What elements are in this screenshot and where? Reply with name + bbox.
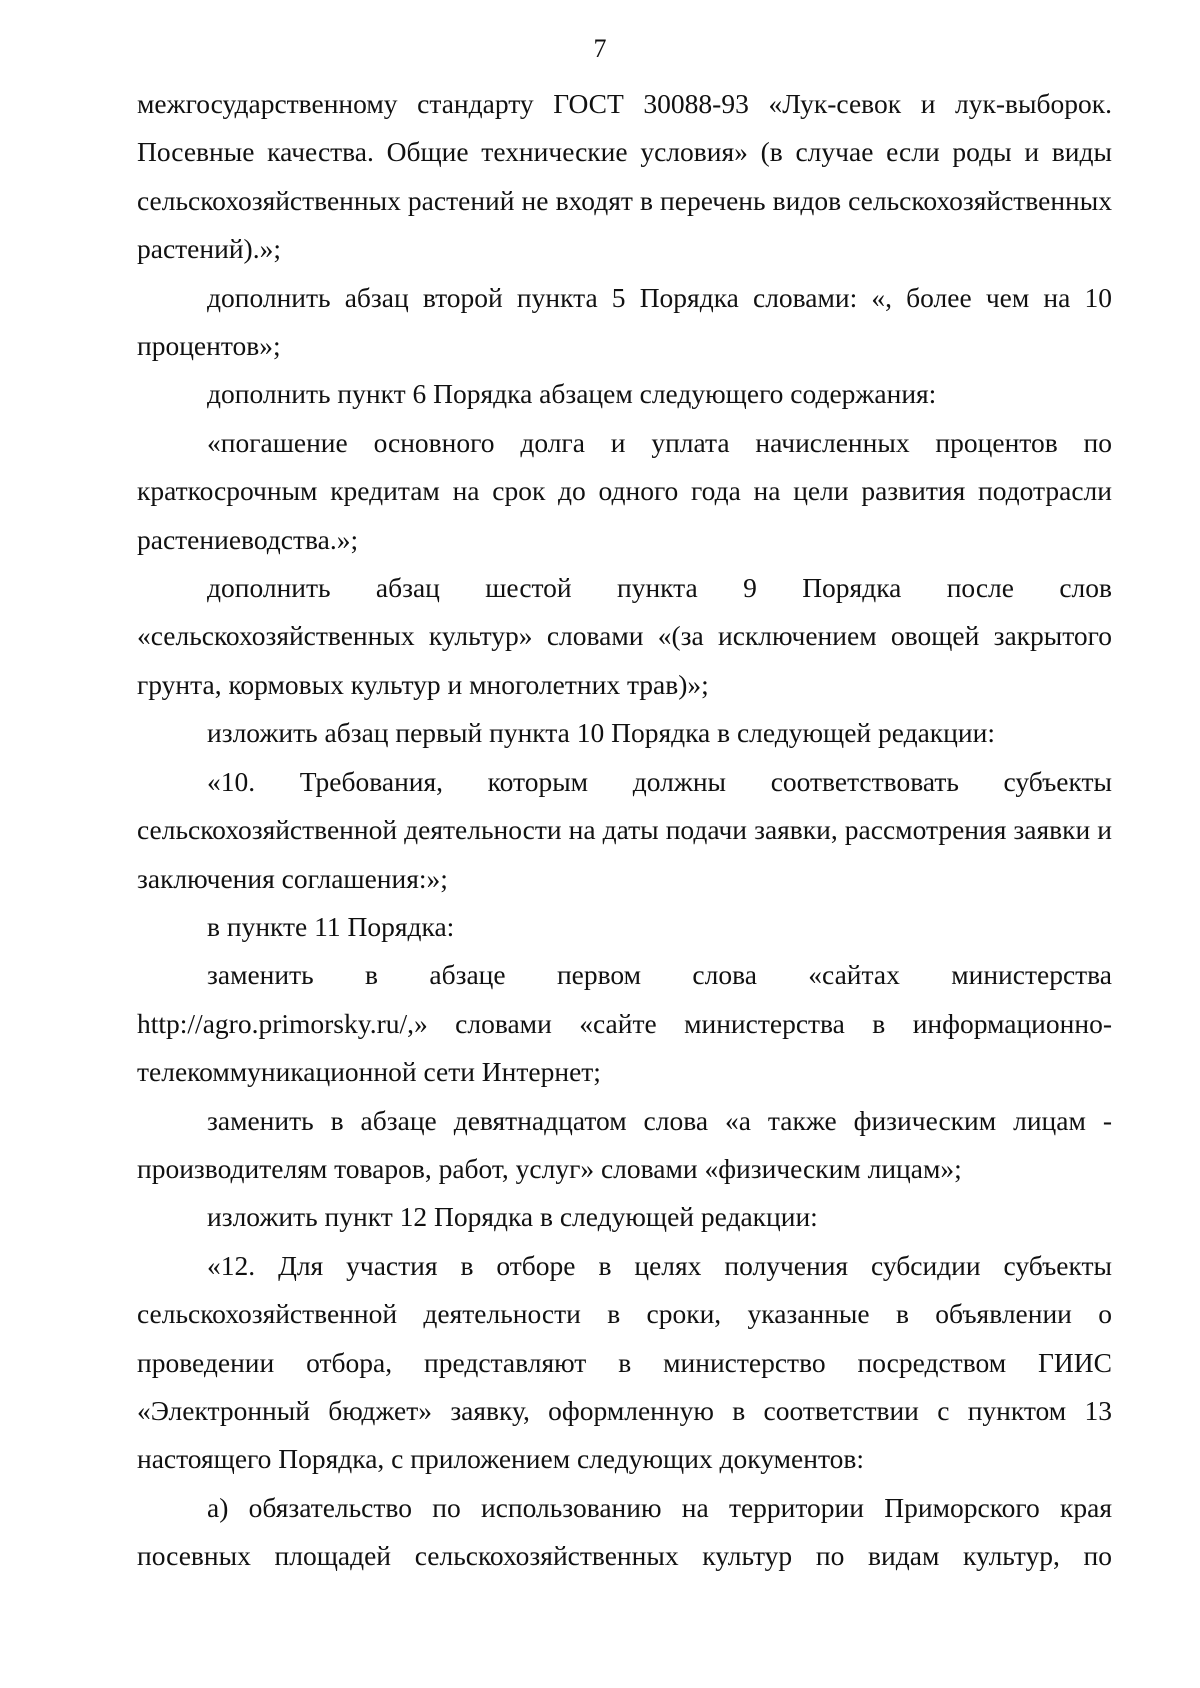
paragraph-point-12-amendment: изложить пункт 12 Порядка в следующей редакции:: [207, 1201, 818, 1233]
document-body: [137, 80, 1112, 1581]
paragraph-point-6-amendment: дополнить пункт 6 Порядка абзацем следующего содержания:: [207, 378, 937, 410]
paragraph-point-11-heading: в пункте 11 Порядка:: [207, 910, 455, 942]
paragraph-point-12-item-a: а) обязательство по использованию на территории Приморского края посевных площадей сельскохозяйственных культур по видам культур, по: [137, 1491, 1112, 1572]
paragraph-point-11-first-amendment: заменить в абзаце первом слова «сайтах министерства http://agro.primorsky.ru/,» словами «сайте министерства в информационно-телекоммуникационной сети Интернет;: [137, 959, 1112, 1088]
paragraph-point-12-new-text: «12. Для участия в отборе в целях получения субсидии субъекты сельскохозяйственной деятельности в сроки, указанные в объявлении о проведении отбора, представляют в министерство посредством ГИИС «Электронный бюджет» заявку, оформленную в соответствии с пунктом 13 настоящего Порядка, с приложением следующих документов:: [137, 1249, 1112, 1475]
paragraph-point-5-amendment: дополнить абзац второй пункта 5 Порядка словами: «, более чем на 10 процентов»;: [137, 281, 1112, 362]
page-number: 7: [593, 34, 607, 63]
paragraph-point-9-amendment: дополнить абзац шестой пункта 9 Порядка после слов «сельскохозяйственных культур» словами «(за исключением овощей закрытого грунта, кормовых культур и многолетних трав)»;: [137, 572, 1112, 700]
paragraph-point-6-new-text: «погашение основного долга и уплата начисленных процентов по краткосрочным кредитам на срок до одного года на цели развития подотрасли растениеводства.»;: [137, 426, 1112, 555]
paragraph-gost-continuation: межгосударственному стандарту ГОСТ 30088-93 «Лук-севок и лук-выборок. Посевные качества. Общие технические условия» (в случае если роды и виды сельскохозяйственных растений не входят в перечень видов сельскохозяйственных растений).»;: [137, 88, 1112, 265]
paragraph-point-10-new-text: «10. Требования, которым должны соответствовать субъекты сельскохозяйственной деятельности на даты подачи заявки, рассмотрения заявки и заключения соглашения:»;: [137, 765, 1112, 894]
paragraph-point-11-nineteenth-amendment: заменить в абзаце девятнадцатом слова «а также физическим лицам - производителям товаров, работ, услуг» словами «физическим лицам»;: [137, 1104, 1112, 1184]
paragraph-point-10-amendment: изложить абзац первый пункта 10 Порядка в следующей редакции:: [207, 717, 995, 749]
